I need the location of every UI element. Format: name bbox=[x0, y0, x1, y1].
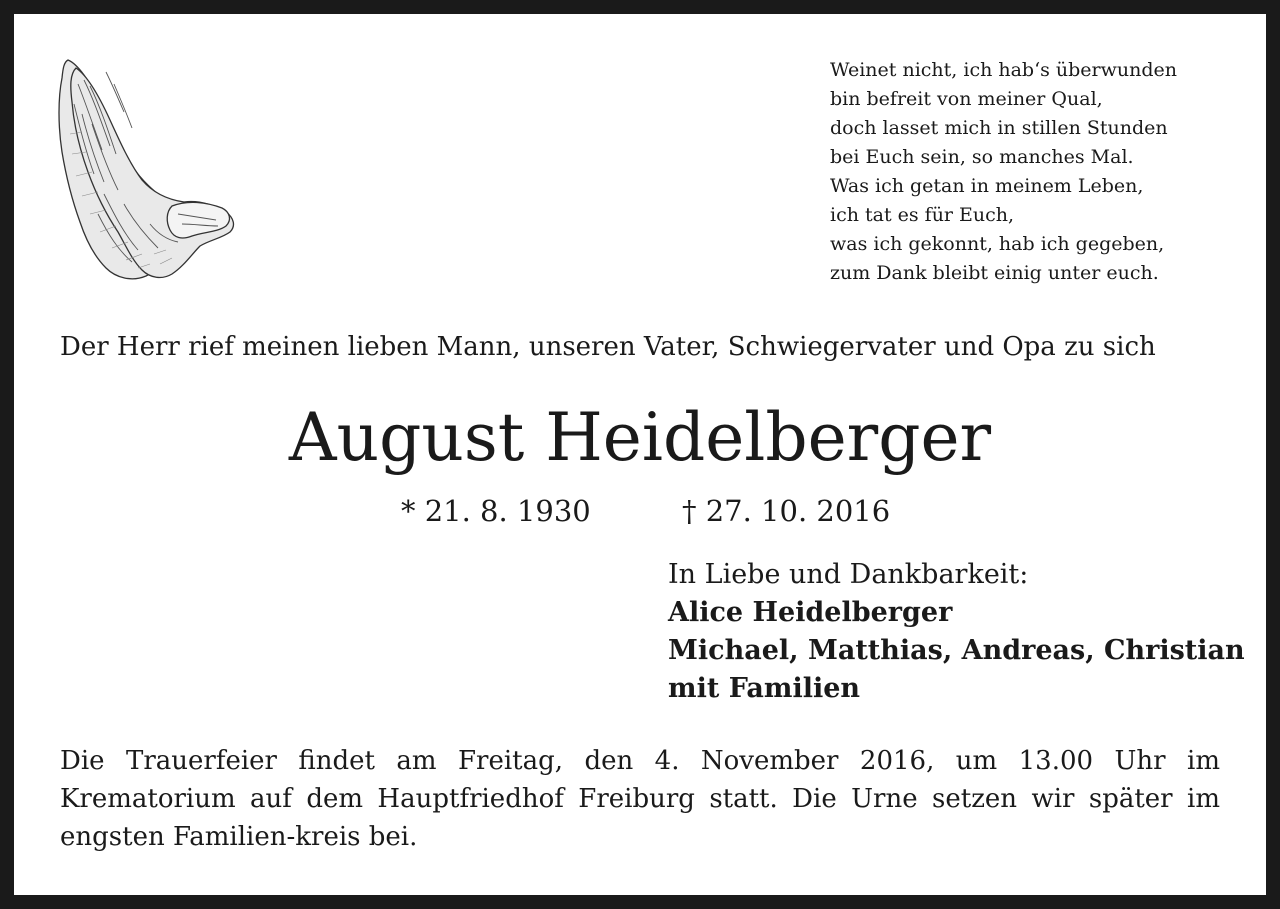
mourner-line: Alice Heidelberger bbox=[668, 597, 953, 628]
deceased-name: August Heidelberger bbox=[288, 399, 992, 476]
mourner-line: Michael, Matthias, Andreas, Christian bbox=[668, 635, 1245, 666]
poem-line: zum Dank bleibt einig unter euch. bbox=[830, 262, 1159, 284]
poem-line: bin befreit von meiner Qual, bbox=[830, 88, 1103, 110]
poem-line: was ich gekonnt, hab ich gegeben, bbox=[830, 233, 1165, 255]
poem-line: Was ich getan in meinem Leben, bbox=[830, 175, 1144, 197]
praying-hands-icon bbox=[54, 54, 239, 284]
intro-sentence: Der Herr rief meinen lieben Mann, unseren Vater, Schwiegervater und Opa zu sich bbox=[60, 332, 1156, 362]
birth-date: * 21. 8. 1930 bbox=[401, 494, 591, 528]
poem-line: Weinet nicht, ich hab‘s überwunden bbox=[830, 59, 1178, 81]
death-date: † 27. 10. 2016 bbox=[682, 494, 891, 528]
obituary-notice bbox=[14, 14, 1266, 895]
mourners-block bbox=[668, 559, 1258, 708]
mourners-lead: In Liebe und Dankbarkeit: bbox=[668, 559, 1029, 590]
poem-line: doch lasset mich in stillen Stunden bbox=[830, 117, 1168, 139]
funeral-details: Die Trauerfeier findet am Freitag, den 4. November 2016, um 13.00 Uhr im Krematorium auf dem Hauptfriedhof Freiburg statt. Die Urne setzen wir später im engsten Familien-kreis bei. bbox=[60, 746, 1220, 852]
mourner-line: mit Familien bbox=[668, 673, 861, 704]
memorial-poem bbox=[830, 56, 1250, 288]
poem-line: bei Euch sein, so manches Mal. bbox=[830, 146, 1134, 168]
poem-line: ich tat es für Euch, bbox=[830, 204, 1015, 226]
